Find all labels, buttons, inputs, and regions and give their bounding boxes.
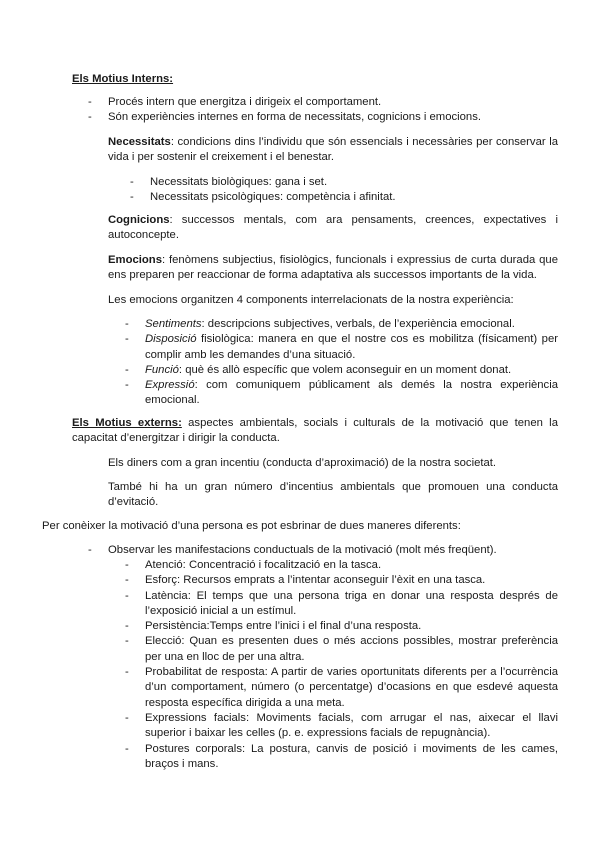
list-item: - Expressions facials: Moviments facials, com arrugar el nas, aixecar el llavi superior i baixar les celles (p. e. expressions facials de repugnància). xyxy=(125,711,558,740)
list-item: - Persistència:Temps entre l’inici i el final d’una resposta. xyxy=(125,620,422,633)
list-item: - Esforç: Recursos emprats a l’intentar aconseguir l’èxit en una tasca. xyxy=(125,574,486,587)
paragraph-emocions: Emocions: fenòmens subjectius, fisiològics, funcionals i expressius de curta durada que ens preparen per reaccionar de forma adaptativa als successos importants de la vida. xyxy=(108,254,558,282)
paragraph-cognicions: Cognicions: successos mentals, com ara pensaments, creences, expectatives i autoconcepte. xyxy=(108,214,558,242)
term-emocions: Emocions xyxy=(108,254,162,266)
paragraph-motius-externs: Els Motius externs: aspectes ambientals, socials i culturals de la motivació que tenen la capacitat d’energitzar i dirigir la conducta. xyxy=(72,417,558,445)
bullet-list-observar xyxy=(88,543,558,558)
bullet-list-manifestacions xyxy=(125,558,558,772)
section-heading-motius-interns: Els Motius Interns: xyxy=(72,73,174,85)
section-heading-motius-externs: Els Motius externs: xyxy=(72,417,182,429)
paragraph-emocions-intro: Les emocions organitzen 4 components interrelacionats de la nostra experiència: xyxy=(108,294,514,306)
list-item: - Postures corporals: La postura, canvis de posició i moviments de les cames, braços i mans. xyxy=(125,742,558,770)
list-item: - Sentiments: descripcions subjectives, verbals, de l’experiència emocional. xyxy=(125,318,515,330)
list-item: - Necessitats biològiques: gana i set. xyxy=(130,176,328,188)
list-item: - Funció: què és allò específic que volem aconseguir en un moment donat. xyxy=(125,363,512,376)
list-item: - Són experiències internes en forma de necessitats, cognicions i emocions. xyxy=(88,111,481,124)
term-necessitats: Necessitats xyxy=(108,136,171,148)
list-item: - Probabilitat de resposta: A partir de varies oportunitats diferents per a l’ocurrència d’un comportament, número (o percentatge) d’ocasions en que esdevé aquesta resposta específica dirigida a una meta. xyxy=(125,666,558,709)
paragraph-coneixer: Per conèixer la motivació d’una persona es pot esbrinar de dues maneres diferents: xyxy=(42,520,461,532)
list-item: - Necessitats psicològiques: competència i afinitat. xyxy=(130,191,396,204)
term-cognicions: Cognicions xyxy=(108,214,170,226)
paragraph-necessitats: Necessitats: condicions dins l’individu que són essencials i necessàries per conservar la vida i per sostenir el creixement i el benestar. xyxy=(108,136,558,164)
list-item: - Elecció: Quan es presenten dues o més accions possibles, mostrar preferència per una en lloc de per una altra. xyxy=(125,635,558,663)
list-item: - Observar les manifestacions conductuals de la motivació (molt més freqüent). xyxy=(88,544,497,556)
bullet-list-interns xyxy=(88,95,558,126)
paragraph-diners: Els diners com a gran incentiu (conducta d’aproximació) de la nostra societat. xyxy=(108,457,497,469)
list-item: - Expressió: com comuniquem públicament als demés la nostra experiència emocional. xyxy=(125,379,558,407)
list-item: - Latència: El temps que una persona triga en donar una resposta després de l’exposició inicial a un estímul. xyxy=(125,589,558,617)
list-item: - Disposició fisiològica: manera en que el nostre cos es mobilitza (físicament) per complir amb les demandes d’una situació. xyxy=(125,333,558,361)
bullet-list-components xyxy=(125,317,558,409)
list-item: - Atenció: Concentració i focalització en la tasca. xyxy=(125,559,382,571)
paragraph-incentius: També hi ha un gran número d’incentius ambientals que promouen una conducta d’evitació. xyxy=(108,481,558,509)
list-item: - Procés intern que energitza i dirigeix el comportament. xyxy=(88,96,382,108)
bullet-list-necessitats xyxy=(130,175,558,206)
